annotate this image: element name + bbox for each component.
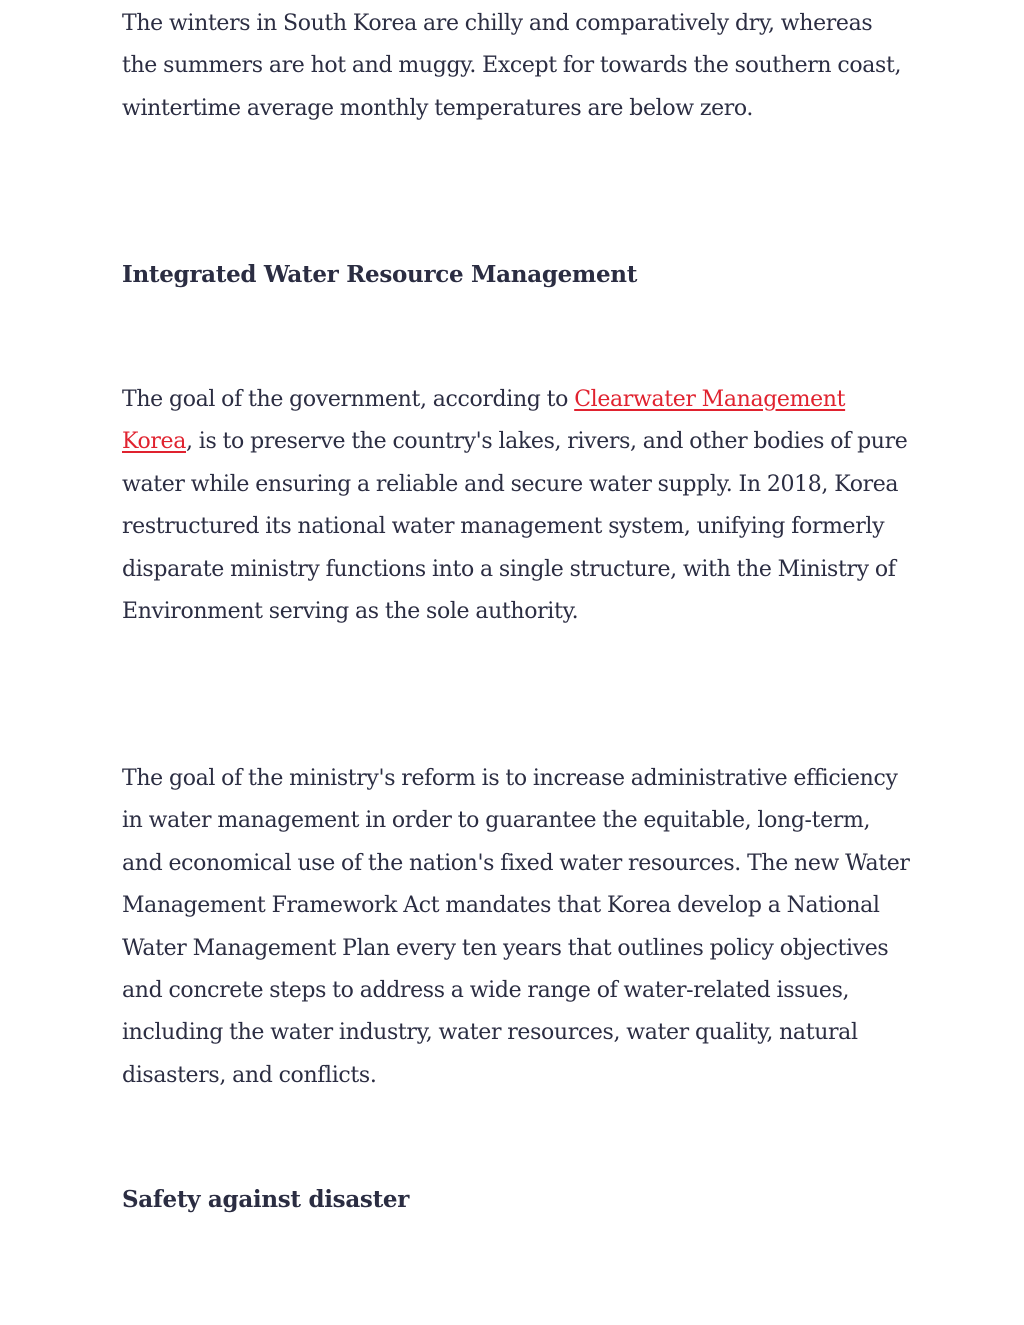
ministry-reform-paragraph: The goal of the ministry's reform is to increase administrative efficiency in water management in order to guarantee the equitable, long-term, and economical use of the nation's fixed water resources. The new Water Management Framework Act mandates that Korea develop a National Water Management Plan every ten years that outlines policy objectives and concrete steps to address a wide range of water-related issues, including the water industry, water resources, water quality, natural disasters, and conflicts. [122, 766, 910, 1088]
goal-text-before-link: The goal of the government, according to [122, 387, 575, 412]
clearwater-management-korea-link[interactable]: Clearwater Management Korea [122, 387, 846, 455]
goal-text-after-link: , is to preserve the country's lakes, rivers, and other bodies of pure water while ensuring a reliable and secure water supply. In 2018, Korea restructured its national water management system, unifying formerly disparate ministry functions into a single structure, with the Ministry of Environment serving as the sole authority. [122, 429, 908, 625]
government-goal-paragraph [122, 379, 912, 633]
intro-paragraph: The winters in South Korea are chilly and comparatively dry, whereas the summers are hot and muggy. Except for towards the southern coast, wintertime average monthly temperatures are below zero. [122, 11, 902, 121]
section-heading-integrated-water-resource-management: Integrated Water Resource Management [122, 261, 638, 288]
section-heading-safety-against-disaster: Safety against disaster [122, 1186, 410, 1213]
